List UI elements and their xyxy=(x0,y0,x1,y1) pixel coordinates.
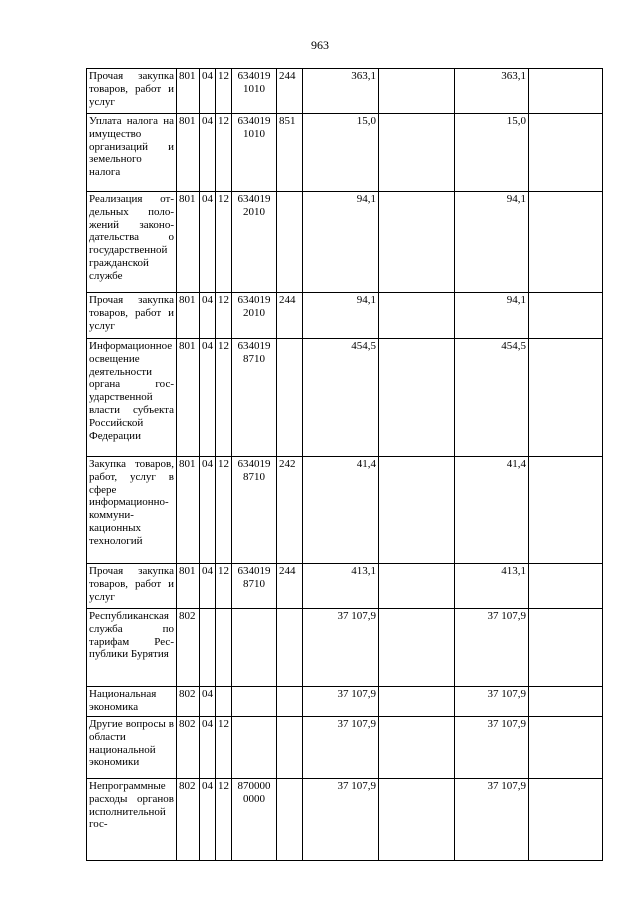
empty-cell xyxy=(529,609,603,687)
ministry-code-cell: 802 xyxy=(177,609,200,687)
target-article-cell: 634019 2010 xyxy=(232,192,277,293)
empty-cell xyxy=(529,293,603,339)
ministry-code-cell: 801 xyxy=(177,293,200,339)
amount-cell: 363,1 xyxy=(303,69,379,114)
empty-cell xyxy=(529,69,603,114)
empty-cell xyxy=(379,717,455,779)
table-row xyxy=(87,687,603,717)
amount-cell: 37 107,9 xyxy=(303,609,379,687)
empty-cell xyxy=(379,687,455,717)
amount-total-cell: 94,1 xyxy=(455,192,529,293)
amount-cell: 94,1 xyxy=(303,192,379,293)
target-article-cell: 634019 8710 xyxy=(232,564,277,609)
target-article-cell: 634019 1010 xyxy=(232,69,277,114)
expense-type-cell: 242 xyxy=(277,457,303,564)
empty-cell xyxy=(379,69,455,114)
subsection-code-cell: 12 xyxy=(216,457,232,564)
empty-cell xyxy=(529,192,603,293)
section-code-cell: 04 xyxy=(200,564,216,609)
subsection-code-cell: 12 xyxy=(216,779,232,861)
section-code-cell: 04 xyxy=(200,779,216,861)
amount-total-cell: 363,1 xyxy=(455,69,529,114)
row-name-cell: Прочая закупка товаров, работ и услуг xyxy=(87,564,177,609)
amount-cell: 94,1 xyxy=(303,293,379,339)
expense-type-cell: 244 xyxy=(277,564,303,609)
section-code-cell xyxy=(200,609,216,687)
table-row xyxy=(87,457,603,564)
empty-cell xyxy=(379,192,455,293)
empty-cell xyxy=(529,457,603,564)
expense-type-cell xyxy=(277,687,303,717)
ministry-code-cell: 801 xyxy=(177,564,200,609)
subsection-code-cell xyxy=(216,687,232,717)
target-article-cell: 870000 0000 xyxy=(232,779,277,861)
amount-total-cell: 94,1 xyxy=(455,293,529,339)
amount-total-cell: 37 107,9 xyxy=(455,717,529,779)
subsection-code-cell: 12 xyxy=(216,717,232,779)
table-row xyxy=(87,69,603,114)
subsection-code-cell: 12 xyxy=(216,339,232,457)
row-name-cell: Республиканская служба по тарифам Республики Бурятия xyxy=(87,609,177,687)
subsection-code-cell: 12 xyxy=(216,564,232,609)
page-number: 963 xyxy=(311,38,329,52)
section-code-cell: 04 xyxy=(200,717,216,779)
expense-type-cell xyxy=(277,609,303,687)
section-code-cell: 04 xyxy=(200,457,216,564)
expense-type-cell: 851 xyxy=(277,114,303,192)
subsection-code-cell: 12 xyxy=(216,114,232,192)
target-article-cell: 634019 8710 xyxy=(232,339,277,457)
row-name-cell: Закупка товаров, работ, услуг в сфере информационно-коммуникационных технологий xyxy=(87,457,177,564)
ministry-code-cell: 802 xyxy=(177,779,200,861)
section-code-cell: 04 xyxy=(200,687,216,717)
table-row xyxy=(87,339,603,457)
budget-table xyxy=(86,68,603,861)
target-article-cell xyxy=(232,687,277,717)
expense-type-cell xyxy=(277,717,303,779)
amount-total-cell: 37 107,9 xyxy=(455,779,529,861)
empty-cell xyxy=(529,717,603,779)
section-code-cell: 04 xyxy=(200,114,216,192)
target-article-cell: 634019 2010 xyxy=(232,293,277,339)
row-name-cell: Другие вопросы в области национальной экономики xyxy=(87,717,177,779)
amount-cell: 413,1 xyxy=(303,564,379,609)
section-code-cell: 04 xyxy=(200,192,216,293)
row-name-cell: Реализация отдельных положений законодательства о государственной гражданской службе xyxy=(87,192,177,293)
table-row xyxy=(87,114,603,192)
empty-cell xyxy=(379,609,455,687)
table-row xyxy=(87,779,603,861)
empty-cell xyxy=(379,457,455,564)
ministry-code-cell: 801 xyxy=(177,339,200,457)
empty-cell xyxy=(379,564,455,609)
ministry-code-cell: 801 xyxy=(177,69,200,114)
empty-cell xyxy=(379,293,455,339)
amount-cell: 454,5 xyxy=(303,339,379,457)
empty-cell xyxy=(529,687,603,717)
expense-type-cell xyxy=(277,779,303,861)
subsection-code-cell: 12 xyxy=(216,293,232,339)
section-code-cell: 04 xyxy=(200,339,216,457)
ministry-code-cell: 801 xyxy=(177,114,200,192)
expense-type-cell xyxy=(277,339,303,457)
row-name-cell: Непрограммные расходы органов исполнительной гос- xyxy=(87,779,177,861)
amount-cell: 37 107,9 xyxy=(303,779,379,861)
amount-total-cell: 41,4 xyxy=(455,457,529,564)
table-row xyxy=(87,192,603,293)
section-code-cell: 04 xyxy=(200,69,216,114)
empty-cell xyxy=(529,564,603,609)
table-row xyxy=(87,564,603,609)
target-article-cell xyxy=(232,717,277,779)
section-code-cell: 04 xyxy=(200,293,216,339)
row-name-cell: Национальная экономика xyxy=(87,687,177,717)
expense-type-cell xyxy=(277,192,303,293)
row-name-cell: Уплата налога на имущество организаций и земельного налога xyxy=(87,114,177,192)
ministry-code-cell: 802 xyxy=(177,687,200,717)
amount-cell: 41,4 xyxy=(303,457,379,564)
expense-type-cell: 244 xyxy=(277,293,303,339)
empty-cell xyxy=(379,339,455,457)
amount-cell: 37 107,9 xyxy=(303,717,379,779)
empty-cell xyxy=(379,779,455,861)
amount-total-cell: 413,1 xyxy=(455,564,529,609)
amount-cell: 37 107,9 xyxy=(303,687,379,717)
target-article-cell: 634019 8710 xyxy=(232,457,277,564)
table-body xyxy=(87,69,603,861)
table-row xyxy=(87,293,603,339)
expense-type-cell: 244 xyxy=(277,69,303,114)
amount-total-cell: 15,0 xyxy=(455,114,529,192)
empty-cell xyxy=(529,779,603,861)
ministry-code-cell: 801 xyxy=(177,192,200,293)
amount-total-cell: 37 107,9 xyxy=(455,687,529,717)
target-article-cell xyxy=(232,609,277,687)
row-name-cell: Информационное освещение деятельности органа государственной власти субъекта Российской Федерации xyxy=(87,339,177,457)
ministry-code-cell: 802 xyxy=(177,717,200,779)
table-row xyxy=(87,717,603,779)
empty-cell xyxy=(529,339,603,457)
amount-total-cell: 454,5 xyxy=(455,339,529,457)
table-row xyxy=(87,609,603,687)
row-name-cell: Прочая закупка товаров, работ и услуг xyxy=(87,69,177,114)
empty-cell xyxy=(379,114,455,192)
amount-total-cell: 37 107,9 xyxy=(455,609,529,687)
subsection-code-cell xyxy=(216,609,232,687)
row-name-cell: Прочая закупка товаров, работ и услуг xyxy=(87,293,177,339)
ministry-code-cell: 801 xyxy=(177,457,200,564)
subsection-code-cell: 12 xyxy=(216,192,232,293)
subsection-code-cell: 12 xyxy=(216,69,232,114)
empty-cell xyxy=(529,114,603,192)
amount-cell: 15,0 xyxy=(303,114,379,192)
target-article-cell: 634019 1010 xyxy=(232,114,277,192)
